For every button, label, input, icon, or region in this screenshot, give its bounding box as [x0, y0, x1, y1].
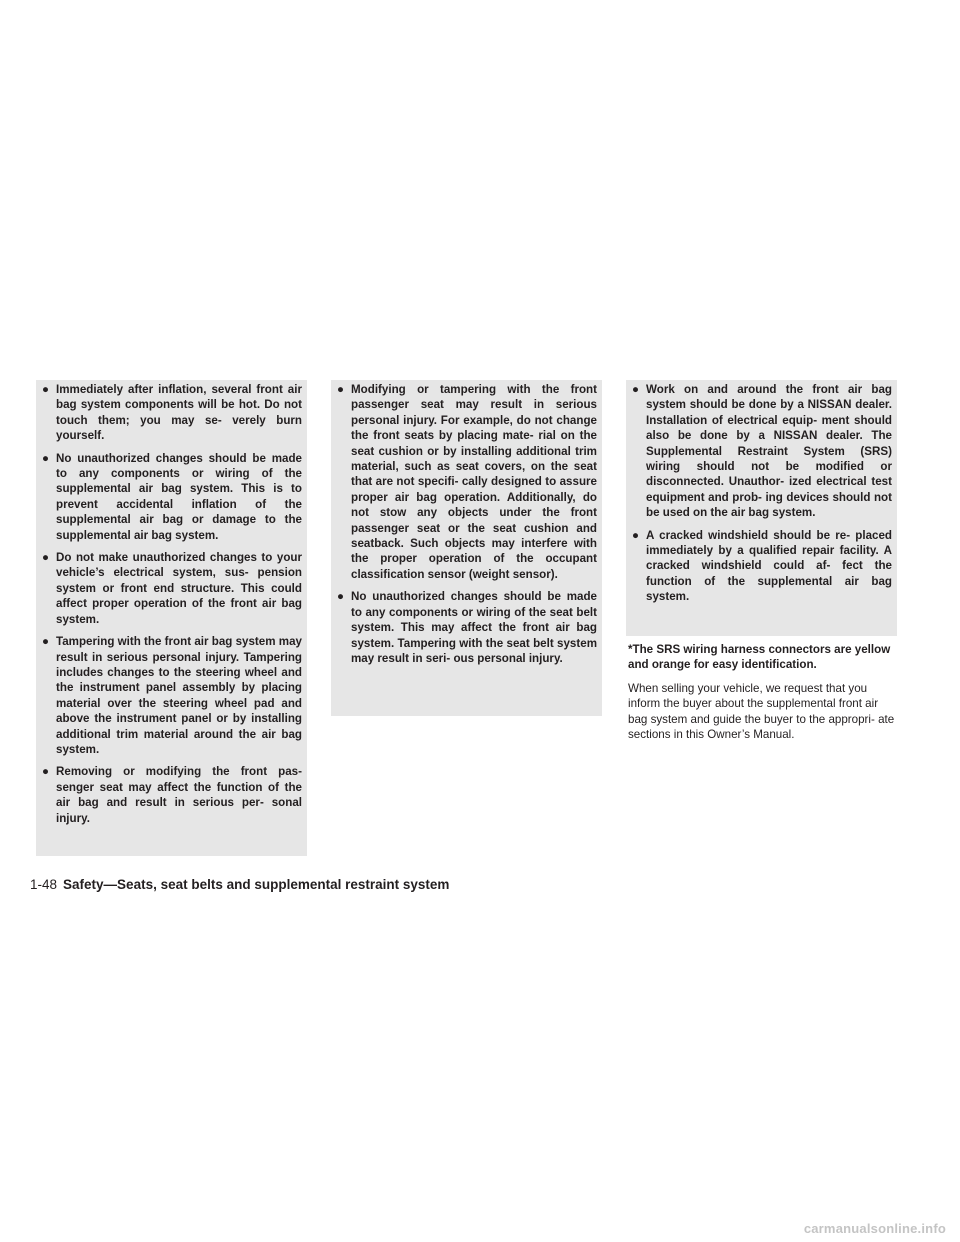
list-item: ● A cracked windshield should be re- placed immediately by a qualified repair facility. A cracked windshield could af- fect the function of the supplemental air bag system. — [632, 528, 892, 604]
list-item: ● No unauthorized changes should be made to any components or wiring of the seat belt system. This may affect the front air bag system. Tampering with the seat belt system may result in seri- ous personal injury. — [337, 590, 597, 665]
page-number: 1-48 — [30, 877, 58, 892]
bullet-icon: ● — [632, 383, 640, 396]
list-item: ● Modifying or tampering with the front passenger seat may result in serious personal injury. For example, do not change the front seats by placing mate- rial on the seat cushion or by installing additional trim material, such as seat covers, on the seat that are not specifi- cally designed to assure proper air bag operation. Additionally, do not stow any objects under the front passenger seat or the seat cushion and seatback. Such objects may interfere with the proper operation of the occupant classification sensor (weight sensor). — [337, 383, 597, 581]
bullet-icon: ● — [42, 635, 50, 649]
watermark-logo: carmanualsonline.info — [803, 1221, 946, 1236]
warning-list-1 — [42, 382, 302, 826]
bullet-icon: ● — [632, 528, 640, 542]
bullet-icon: ● — [42, 451, 50, 465]
warning-list-2 — [337, 382, 597, 666]
list-item: ● Immediately after inflation, several front air bag system components will be hot. Do not touch them; you may se- verely burn yourself. — [42, 383, 302, 443]
list-item: ● No unauthorized changes should be made to any components or wiring of the supplemental air bag system. This is to prevent accidental inflation of the supplemental air bag or damage to the supplemental air bag system. — [42, 451, 302, 542]
bullet-icon: ● — [42, 765, 50, 779]
section-title: Safety—Seats, seat belts and supplemental restraint system — [63, 877, 450, 892]
list-item: ● Tampering with the front air bag system may result in serious personal injury. Tampering includes changes to the steering wheel and the instrument panel assembly by placing material over the steering wheel pad and above the instrument panel or by installing additional trim material around the air bag system. — [42, 635, 302, 756]
list-item: ● Work on and around the front air bag system should be done by a NISSAN dealer. Installation of electrical equip- ment should also be done by a NISSAN dealer. The Supplemental Restraint System (SRS) wiring should not be modified or disconnected. Unauthor- ized electrical test equipment and prob- ing devices should not be used on the air bag system. — [632, 383, 892, 520]
connector-note: *The SRS wiring harness connectors are yellow and orange for easy identification. — [628, 643, 891, 672]
bullet-icon: ● — [42, 383, 50, 396]
warning-box-1 — [36, 380, 307, 856]
selling-paragraph: When selling your vehicle, we request that you inform the buyer about the supplemental front air bag system and guide the buyer to the appropri- ate sections in this Owner’s Manual. — [628, 681, 895, 742]
bullet-icon: ● — [337, 590, 345, 604]
list-item: ● Removing or modifying the front pas- senger seat may affect the function of the air bag and result in serious per- sonal injury. — [42, 765, 302, 825]
bullet-icon: ● — [337, 383, 345, 396]
bullet-icon: ● — [42, 551, 50, 565]
warning-box-3 — [626, 380, 897, 636]
warning-box-2 — [331, 380, 602, 716]
warning-list-3 — [632, 382, 892, 605]
list-item: ● Do not make unauthorized changes to your vehicle’s electrical system, sus- pension system or front end structure. This could affect proper operation of the front air bag system. — [42, 551, 302, 626]
column-3 — [626, 380, 897, 742]
page-footer — [30, 877, 449, 892]
